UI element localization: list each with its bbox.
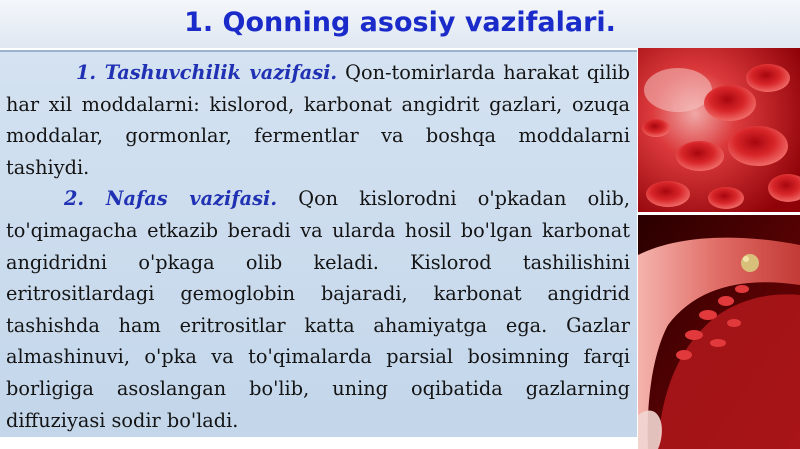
blood-vessel-illustration [638,215,800,449]
paragraph-body-respiratory: Qon kislorodni o'pkadan olib, to'qimagacha etkazib beradi va ularda hosil bo'lgan karbonat angidridni o'pkaga olib keladi. Kislorod tashilishini eritrositlardagi gemoglobin bajaradi, karbonat angidrid tashishda ham eritrositlar katta ahamiyatga ega. Gazlar almashinuvi, o'pka va to'qimalarda parsial bosimning farqi borligiga asoslangan bo'lib, uning oqibatida gazlarning diffuziyasi sodir bo'ladi. [6,187,630,432]
blood-cells-illustration [638,48,800,212]
paragraph-heading-respiratory: 2. Nafas vazifasi. [64,187,278,211]
paragraph-transport [6,57,630,183]
text-panel [0,50,637,437]
blood-vessel-image [638,215,800,449]
title-bar [0,0,800,48]
blood-cells-image [638,48,800,212]
slide-title: 1. Qonning asosiy vazifalari. [184,7,616,38]
paragraph-body-transport: Qon-tomirlarda harakat qilib har xil moddalarni: kislorod, karbonat angidrit gazlari, ozuqa moddalar, gormonlar, fermentlar va boshqa moddalarni tashiydi. [6,61,631,179]
paragraph-heading-transport: 1. Tashuvchilik vazifasi. [76,61,338,84]
paragraph-respiratory [6,183,630,436]
